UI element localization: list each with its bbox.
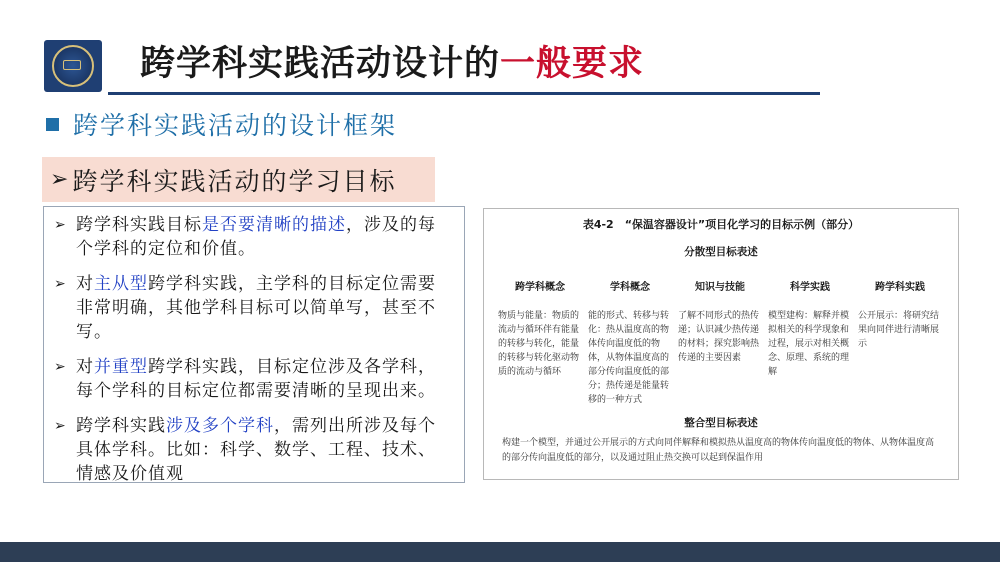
list-item: [54, 414, 450, 486]
university-logo: [44, 40, 102, 92]
table-column: [678, 273, 768, 407]
column-header: 跨学科概念: [515, 282, 565, 293]
column-body: 模型建构：解释并模拟相关的科学现象和过程，展示对相关概念、原理、系统的理解: [768, 311, 850, 377]
page-title: [140, 36, 644, 86]
table-image: [483, 208, 959, 480]
square-bullet-icon: [46, 118, 59, 131]
bullet-text: 对并重型跨学科实践，目标定位涉及各学科，每个学科的目标定位都需要清晰的呈现出来。: [76, 357, 436, 401]
table-column: [588, 273, 678, 407]
list-item: [54, 355, 450, 403]
section-heading-text: 跨学科实践活动的设计框架: [73, 111, 398, 140]
table-column: [858, 273, 948, 407]
column-body: 能的形式、转移与转化：热从温度高的物体传向温度低的物体，从物体温度高的部分传向温度低的部分；热传递是能量转移的一种方式: [588, 311, 670, 405]
table-column: [498, 273, 588, 407]
title-accent: 一般要求: [500, 44, 645, 84]
column-header: 科学实践: [790, 282, 830, 293]
table-column: [768, 273, 858, 407]
list-item: [54, 272, 450, 344]
column-body: 公开展示：将研究结果向同伴进行清晰展示: [858, 311, 940, 349]
arrow-bullet-icon: ➢: [54, 276, 66, 292]
column-header: 跨学科实践: [875, 282, 925, 293]
bullet-text: 跨学科实践涉及多个学科，需列出所涉及每个具体学科。比如：科学、数学、工程、技术、情感及价值观: [76, 416, 436, 484]
emblem-icon: [52, 45, 94, 87]
table-subtitle-split: 分散型目标表述: [684, 246, 758, 258]
arrow-bullet-icon: ➢: [54, 217, 66, 233]
goal-label: 跨学科实践活动的学习目标: [72, 166, 397, 196]
integrated-text: 构建一个模型，并通过公开展示的方式向同伴解释和模拟热从温度高的物体传向温度低的物体、从物体温度高的部分传向温度低的部分，以及通过阻止热交换可以起到保温作用: [502, 438, 935, 463]
column-header: 知识与技能: [695, 282, 745, 293]
table-columns: [498, 273, 948, 407]
arrow-bullet-icon: ➢: [50, 167, 69, 192]
list-item: [54, 213, 450, 261]
table-caption: 表4-2 “保温容器设计”项目化学习的目标示例（部分）: [582, 218, 860, 231]
footer-bar: [0, 542, 1000, 562]
column-body: 物质与能量：物质的流动与循环伴有能量的转移与转化，能量的转移与转化驱动物质的流动与循环: [498, 311, 580, 377]
section-heading: [46, 106, 397, 142]
arrow-bullet-icon: ➢: [54, 359, 66, 375]
goal-box: [42, 157, 435, 202]
title-rule: [108, 92, 820, 95]
requirements-panel: [43, 206, 465, 483]
column-header: 学科概念: [610, 282, 650, 293]
title-main: 跨学科实践活动设计的: [140, 44, 501, 84]
table-subtitle-integrated: 整合型目标表述: [684, 417, 758, 429]
arrow-bullet-icon: ➢: [54, 418, 66, 434]
column-body: 了解不同形式的热传递；认识减少热传递的材料；探究影响热传递的主要因素: [678, 311, 760, 363]
bullet-text: 对主从型跨学科实践，主学科的目标定位需要非常明确，其他学科目标可以简单写，甚至不写。: [76, 274, 436, 342]
bullet-text: 跨学科实践目标是否要清晰的描述，涉及的每个学科的定位和价值。: [76, 215, 436, 259]
